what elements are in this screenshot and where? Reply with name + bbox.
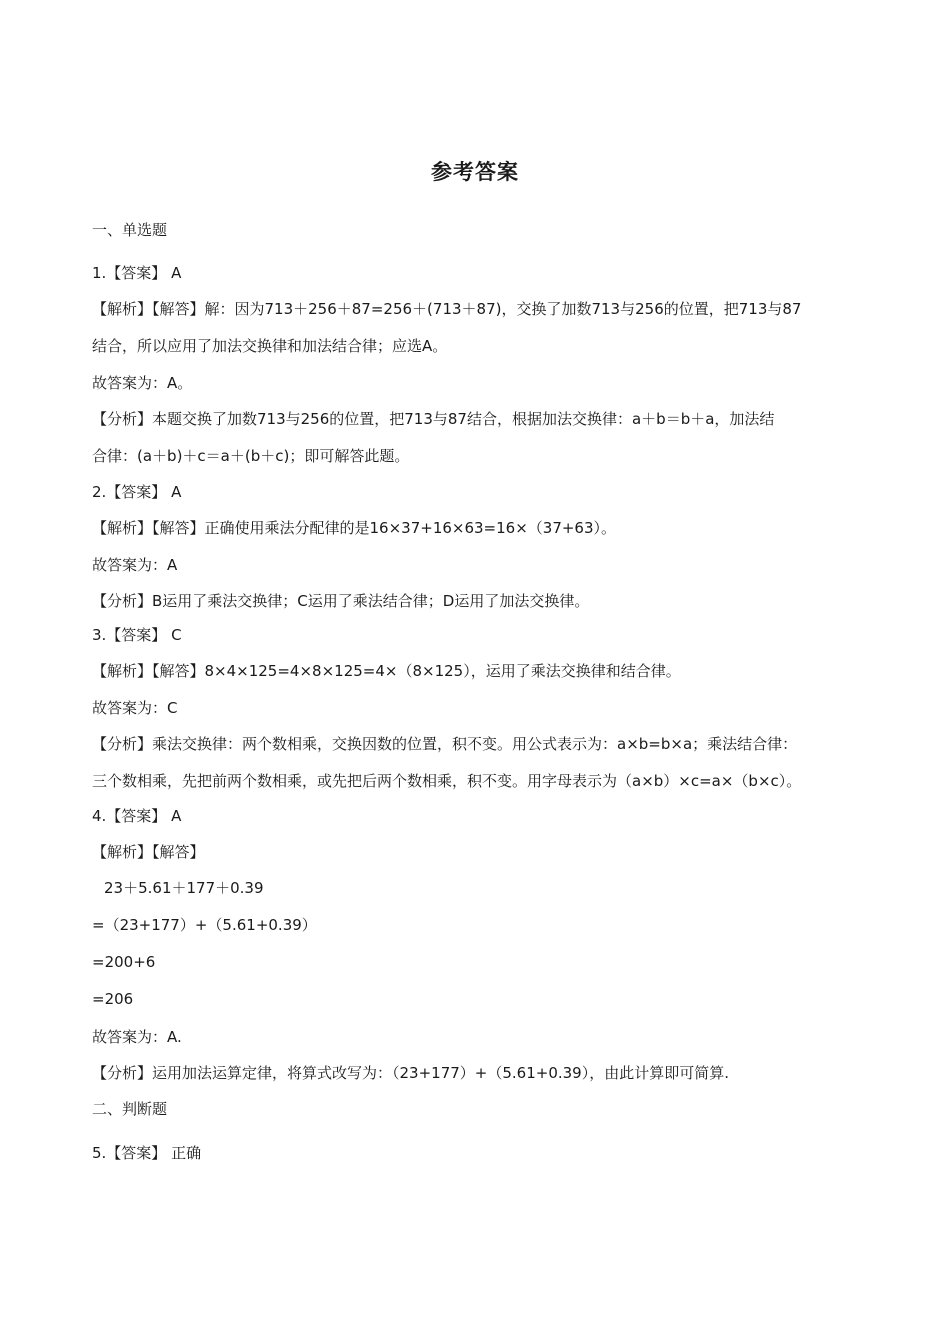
q1-analysis-line2: 合律：(a＋b)＋c＝a＋(b＋c)；即可解答此题。 bbox=[92, 447, 410, 465]
q1-answer: 1.【答案】 A bbox=[92, 264, 182, 282]
q4-explanation-label: 【解析】【解答】 bbox=[92, 843, 205, 861]
q1-explanation-line2: 结合，所以应用了加法交换律和加法结合律；应选A。 bbox=[92, 337, 448, 355]
q3-analysis-line2: 三个数相乘，先把前两个数相乘，或先把后两个数相乘，积不变。用字母表示为（a×b）×c=a×（b×c）。 bbox=[92, 772, 802, 790]
section-heading-true-false: 二、判断题 bbox=[92, 1100, 168, 1118]
q4-calc-step2: =（23+177）+（5.61+0.39） bbox=[92, 916, 317, 934]
page-title: 参考答案 bbox=[431, 160, 519, 184]
q3-analysis-line1: 【分析】乘法交换律：两个数相乘，交换因数的位置，积不变。用公式表示为：a×b=b×a；乘法结合律： bbox=[92, 735, 798, 753]
q3-answer: 3.【答案】 C bbox=[92, 626, 182, 644]
q2-analysis: 【分析】B运用了乘法交换律；C运用了乘法结合律；D运用了加法交换律。 bbox=[92, 592, 590, 610]
q4-answer: 4.【答案】 A bbox=[92, 807, 182, 825]
q1-analysis-line1: 【分析】本题交换了加数713与256的位置，把713与87结合，根据加法交换律：a＋b＝b＋a，加法结 bbox=[92, 410, 775, 428]
q4-calc-step1: 23＋5.61＋177＋0.39 bbox=[104, 879, 264, 897]
q4-calc-step3: =200+6 bbox=[92, 953, 156, 971]
q3-final-answer: 故答案为：C bbox=[92, 699, 178, 717]
q4-analysis: 【分析】运用加法运算定律，将算式改写为：（23+177）+（5.61+0.39），由此计算即可简算. bbox=[92, 1064, 729, 1082]
section-heading-single-choice: 一、单选题 bbox=[92, 221, 168, 239]
q1-explanation-line1: 【解析】【解答】解：因为713＋256＋87=256＋(713＋87)，交换了加数713与256的位置，把713与87 bbox=[92, 300, 802, 318]
q4-calc-step4: =206 bbox=[92, 990, 134, 1008]
q4-final-answer: 故答案为：A. bbox=[92, 1028, 182, 1046]
q2-answer: 2.【答案】 A bbox=[92, 483, 182, 501]
q3-explanation: 【解析】【解答】8×4×125=4×8×125=4×（8×125），运用了乘法交换律和结合律。 bbox=[92, 662, 681, 680]
q1-final-answer: 故答案为：A。 bbox=[92, 374, 193, 392]
q2-final-answer: 故答案为：A bbox=[92, 556, 178, 574]
q5-answer: 5.【答案】 正确 bbox=[92, 1144, 202, 1162]
q2-explanation: 【解析】【解答】正确使用乘法分配律的是16×37+16×63=16×（37+63）。 bbox=[92, 519, 617, 537]
